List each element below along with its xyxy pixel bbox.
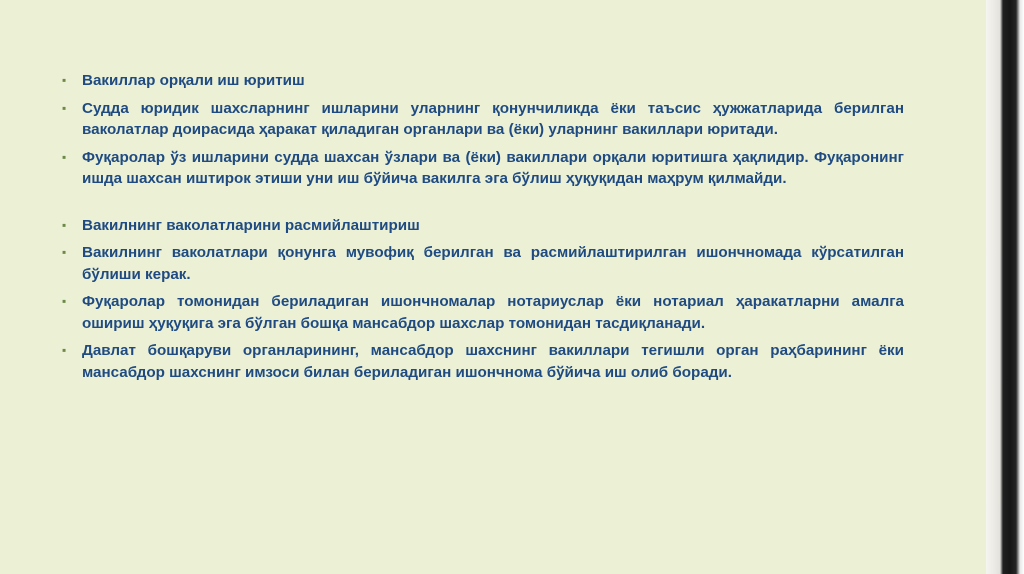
square-bullet-icon: ▪ [62, 149, 67, 164]
bullet-text: Вакилнинг ваколатларини расмийлаштириш [82, 216, 420, 234]
bullet-text: Судда юридик шахсларнинг ишларини уларнинг қонунчиликда ёки таъсис ҳужжатларида берилган ваколатлар доирасида ҳаракат қиладиган органлари ва (ёки) уларнинг вакиллари юритади. [82, 99, 904, 138]
slide-edge-border [986, 0, 1024, 574]
bullet-item [62, 215, 904, 237]
square-bullet-icon: ▪ [62, 294, 67, 308]
bullet-item [62, 147, 904, 190]
bullet-text: Давлат бошқаруви органларининг, мансабдор шахснинг вакиллари тегишли орган раҳбарининг ёки мансабдор шахснинг имзоси билан бериладиган ишончнома бўйича иш олиб боради. [82, 342, 904, 381]
bullet-text: Фуқаролар ўз ишларини судда шахсан ўзлари ва (ёки) вакиллари орқали юритишга ҳақлидир. Фуқаронинг ишда шахсан иштирок этиши уни иш бўйича вакилга эга бўлиш ҳуқуқидан маҳрум қилмайди. [82, 148, 904, 187]
square-bullet-icon: ▪ [62, 343, 67, 357]
bullet-item [62, 340, 904, 383]
square-bullet-icon: ▪ [62, 217, 67, 232]
bullet-item [62, 242, 904, 285]
bullet-text: Вакилнинг ваколатлари қонунга мувофиқ берилган ва расмийлаштирилган ишончномада кўрсатилган бўлиши керак. [82, 244, 904, 283]
bullet-text: Вакиллар орқали иш юритиш [82, 72, 305, 89]
bullet-item [62, 98, 904, 141]
square-bullet-icon: ▪ [62, 73, 67, 87]
bullet-item [62, 70, 904, 92]
slide-content [62, 70, 904, 389]
bullet-text: Фуқаролар томонидан бериладиган ишончномалар нотариуслар ёки нотариал ҳаракатларни амалга ошириш ҳуқуқига эга бўлган бошқа мансабдор шахслар томонидан тасдиқланади. [82, 293, 904, 332]
square-bullet-icon: ▪ [62, 245, 67, 259]
square-bullet-icon: ▪ [62, 100, 67, 115]
bullet-item [62, 291, 904, 334]
